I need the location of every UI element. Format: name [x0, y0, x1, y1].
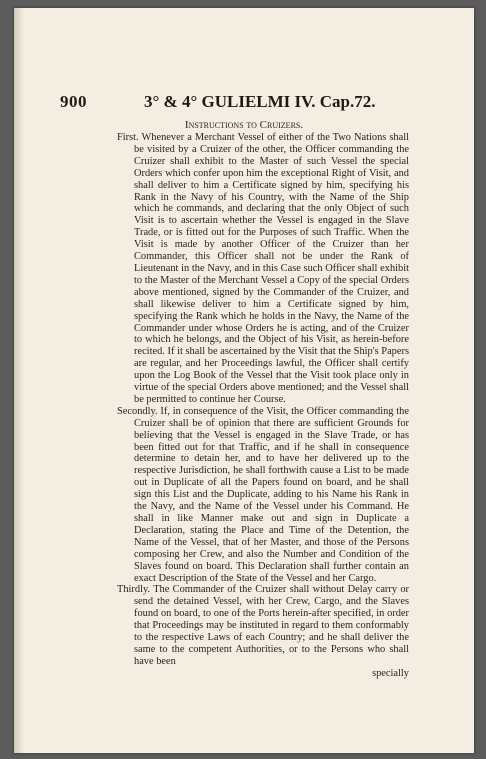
paragraph-text: The Commander of the Cruizer shall without Delay carry or send the detained Vessel, with her Crew, Cargo, and the Slaves found on board, to one of the Ports herein-after specified, in order that Proceedings may be instituted in regard to them conformably to the respective Laws of each Country; and he shall deliver the same to the competent Authorities, or to the Persons who shall have been — [134, 584, 409, 667]
paragraph-secondly — [117, 406, 409, 585]
catchword: specially — [372, 667, 409, 679]
paragraph-lead: Thirdly. — [117, 584, 151, 596]
running-title: 3° & 4° GULIELMI IV. Cap.72. — [144, 92, 376, 111]
paragraph-text: If, in consequence of the Visit, the Officer commanding the Cruizer shall be of opinion that there are sufficient Grounds for believing that the Vessel is engaged in the Slave Trade, or has been fitted out for that Traffic, and if he shall in consequence determine to detain her, and to have her delivered up to the respective Jurisdiction, he shall forthwith cause a List to be made out in Duplicate of all the Papers found on board, and he shall sign this List and the Duplicate, adding to his Name his Rank in the Navy, and the Name of the Vessel under his Command. He shall in like Manner make out and sign in Duplicate a Declaration, stating the Place and Time of the Detention, the Name of the Vessel, that of her Master, and those of the Persons composing her Crew, and also the Number and Condition of the Slaves found on board. This Declaration shall further contain an exact Description of the State of the Vessel and her Cargo. — [134, 405, 409, 584]
paragraph-lead: Secondly. — [117, 405, 158, 417]
section-heading: Instructions to Cruizers. — [184, 119, 304, 131]
document-page — [14, 8, 474, 753]
paragraph-lead: First. — [117, 132, 139, 143]
page-number: 900 — [60, 92, 87, 111]
paragraph-first — [117, 132, 409, 406]
body-text — [117, 132, 409, 680]
paragraph-text: Whenever a Merchant Vessel of either of the Two Nations shall be visited by a Cruizer of the other, the Officer commanding the Cruizer shall exhibit to the Master of such Vessel the special Orders which confer upon him the exceptional Right of Visit, and shall deliver to him a Certificate signed by him, specifying his Rank in the Navy of his Country, with the Name of the Ship which he commands, and declaring that the only Object of such Visit is to ascertain whether the Vessel is engaged in the Slave Trade, or is fitted out for the Purposes of such Traffic. When the Visit is made by another Officer of the Cruizer than her Commander, this Officer shall not be under the Rank of Lieutenant in the Navy, and in this Case such Officer shall exhibit to the Master of the Merchant Vessel a Copy of the special Orders above mentioned, signed by the Commander of the Cruizer, and shall likewise deliver to him a Certificate signed by him, specifying the Rank which he holds in the Navy, the Name of the Commander under whose Orders he is acting, and of the Cruizer to which he belongs, and the Object of his Visit, as herein-before recited. If it shall be ascertained by the Visit that the Ship's Papers are regular, and her Proceedings lawful, the Officer shall certify upon the Log Book of the Vessel that the Visit took place only in virtue of the special Orders above mentioned; and the Vessel shall be permitted to continue her Course. — [134, 132, 409, 405]
paragraph-thirdly — [117, 584, 409, 679]
